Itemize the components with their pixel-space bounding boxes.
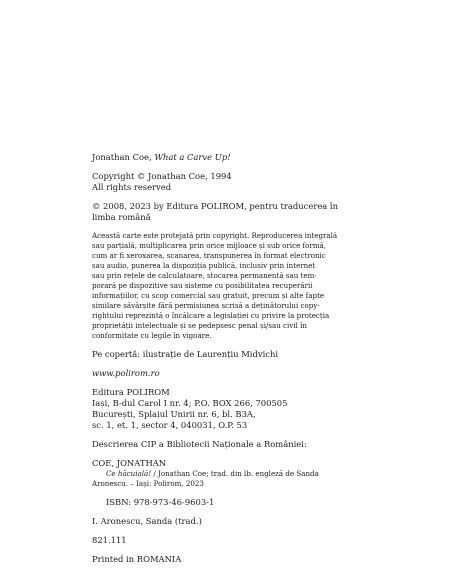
publisher-address <box>92 387 364 431</box>
classification: 821.111 <box>92 535 127 545</box>
original-author: Jonathan Coe <box>92 152 150 162</box>
copyright-original <box>92 171 364 193</box>
cip-entry <box>92 458 364 489</box>
cip-statement: / Jonathan Coe; trad. din lb. engleză de Sanda <box>151 469 319 478</box>
classification-block <box>92 535 364 546</box>
cip-author: COE, JONATHAN <box>92 458 167 468</box>
website <box>92 368 364 379</box>
publisher-address-line: sc. 1, et. 1, sector 4, 040031, O.P. 53 <box>92 420 248 430</box>
legal-notice-line: conformitate cu legile în vigoare. <box>92 331 212 340</box>
legal-notice-line: rightului reprezintă o încălcare a legislației cu privire la protecția <box>92 311 330 320</box>
printed-block <box>92 554 364 565</box>
legal-notice-line: sau parțială, multiplicarea prin orice mijloace și sub orice formă, <box>92 241 327 250</box>
legal-notice-line: informațiilor, cu scop comercial sau gratuit, precum și alte fapte <box>92 291 325 300</box>
website-link[interactable]: www.polirom.ro <box>92 368 160 378</box>
cip-title-line <box>92 469 364 479</box>
translation-copyright-line: © 2008, 2023 by Editura POLIROM, pentru traducerea în <box>92 201 339 211</box>
cip-heading-block <box>92 439 364 450</box>
printed-in: Printed in ROMANIA <box>92 554 182 564</box>
cover-credit <box>92 349 364 360</box>
legal-notice-line: sau prin rețele de calculatoare, stocarea permanentă sau tem- <box>92 271 317 280</box>
isbn: ISBN: 978-973-46-9603-1 <box>106 497 215 507</box>
legal-notice-line: proprietății intelectuale și se pedepsesc penal și/sau civil în <box>92 321 307 330</box>
cip-heading: Descrierea CIP a Bibliotecii Naționale a României: <box>92 439 307 449</box>
publisher-name: Editura POLIROM <box>92 387 170 397</box>
original-edition <box>92 152 364 163</box>
legal-notice-line: sau audio, punerea la dispoziția publică, inclusiv prin internet <box>92 261 316 270</box>
legal-notice-line: cum ar fi xeroxarea, scanarea, transpunerea în format electronic <box>92 251 326 260</box>
publisher-address-line: București, Splaiul Unirii nr. 6, bl. B3A, <box>92 409 256 419</box>
original-title: What a Carve Up! <box>154 152 231 162</box>
original-title-line <box>92 152 364 163</box>
legal-notice-line: similare săvârșite fără permisiunea scrisă a deținătorului copy- <box>92 301 320 310</box>
legal-notice <box>92 231 364 341</box>
copyright-translation <box>92 201 364 223</box>
translation-copyright-line: limba română <box>92 212 151 222</box>
original-separator: , <box>149 152 155 162</box>
cip-title: Ce hăcuială! <box>106 469 152 478</box>
cover-illustration-line: Pe copertă: ilustrație de Laurențiu Midvichi <box>92 349 279 359</box>
legal-notice-line: porară pe dispozitive sau sisteme cu posibilitatea recuperării <box>92 281 313 290</box>
translator: I. Aronescu, Sanda (trad.) <box>92 516 202 526</box>
translator-block <box>92 516 364 527</box>
legal-notice-line: Această carte este protejată prin copyright. Reproducerea integrală <box>92 231 338 240</box>
rights-line: All rights reserved <box>92 182 172 192</box>
publisher-address-line: Iași, B-dul Carol I nr. 4; P.O. BOX 266, 700505 <box>92 398 288 408</box>
copyright-page <box>92 152 364 573</box>
isbn-block <box>92 497 364 508</box>
cip-imprint-line: Aronescu. – Iași: Polirom, 2023 <box>92 479 204 488</box>
copyright-line: Copyright © Jonathan Coe, 1994 <box>92 171 232 181</box>
